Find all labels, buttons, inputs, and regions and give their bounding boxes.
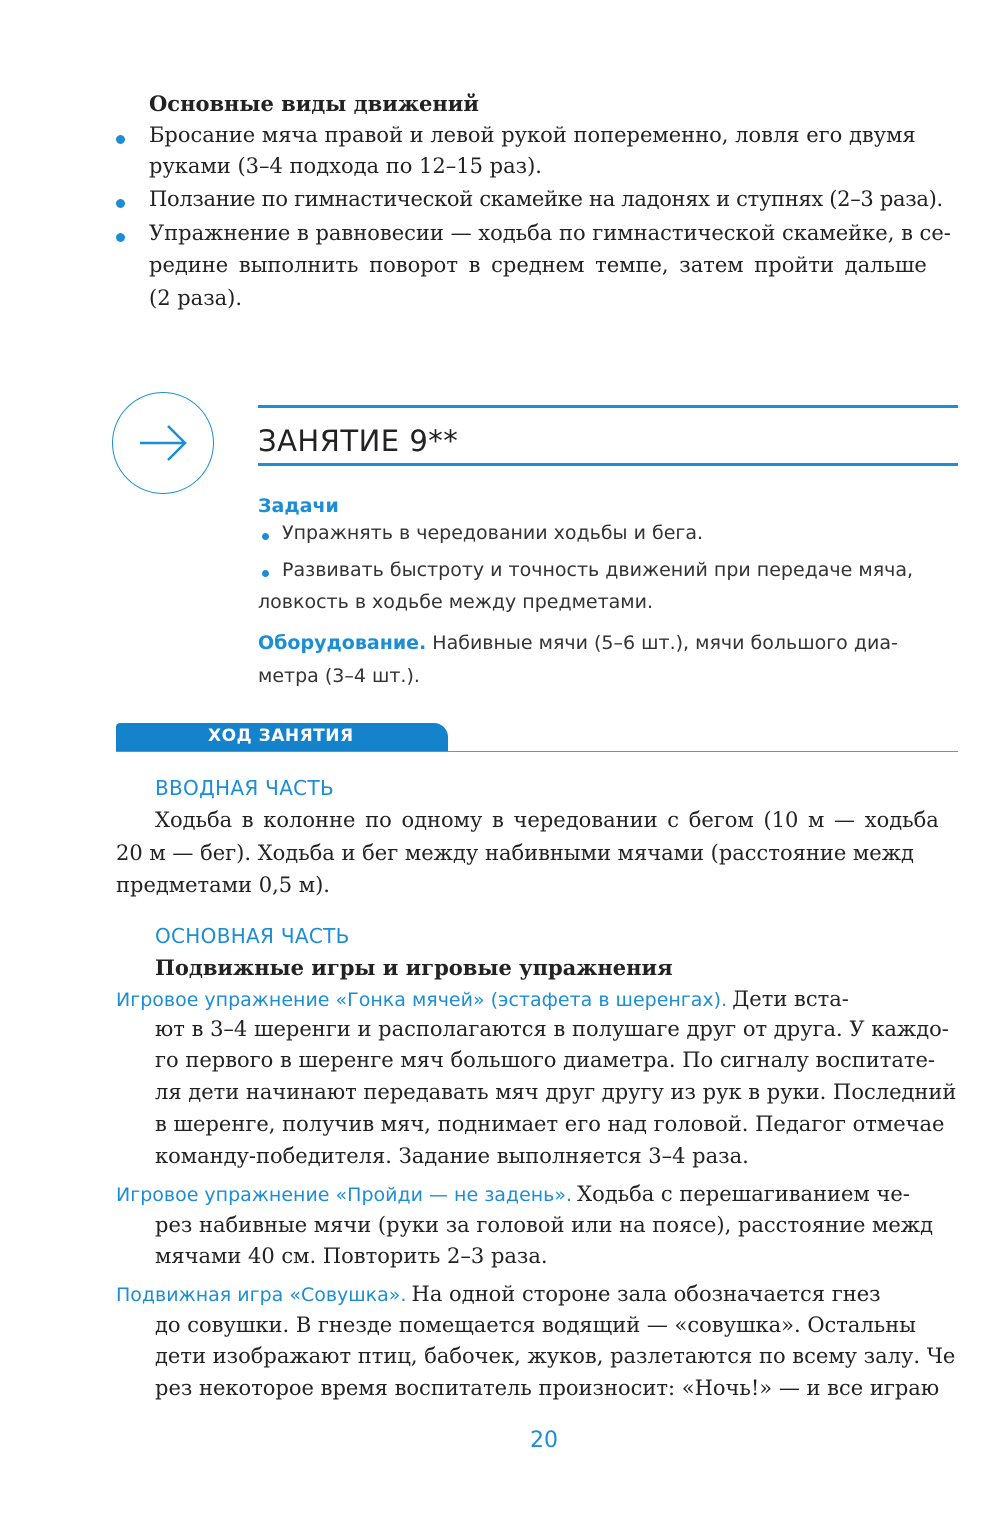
bullet-icon (116, 135, 125, 144)
exercise-title: Игровое упражнение «Пройди — не задень». (116, 1184, 573, 1206)
page-number: 20 (530, 1428, 558, 1453)
exercise-text: го первого в шеренге мяч большого диаметра. По сигналу воспитате- (155, 1048, 936, 1072)
intro-text: Ходьба в колонне по одному в чередовании с бегом (10 м — ходьба (155, 808, 939, 832)
exercise-title: Игровое упражнение «Гонка мячей» (эстафета в шеренгах). (116, 989, 728, 1011)
intro-label: ВВОДНАЯ ЧАСТЬ (155, 776, 334, 800)
bullet-icon (116, 199, 125, 208)
equipment-line (258, 632, 898, 654)
bullet-text: редине выполнить поворот в среднем темпе, затем пройти дальше (149, 253, 927, 277)
bullet-text: Упражнение в равновесии — ходьба по гимнастической скамейке, в се- (149, 221, 951, 245)
course-banner-label: ХОД ЗАНЯТИЯ (208, 726, 354, 746)
lesson-title: ЗАНЯТИЕ 9** (258, 424, 459, 458)
exercise-text: до совушки. В гнезде помещается водящий — «совушка». Остальны (155, 1313, 916, 1337)
exercise-text: На одной стороне зала обозначается гнез (411, 1282, 881, 1306)
exercise-text: ля дети начинают передавать мяч друг другу из рук в руки. Последний (155, 1080, 957, 1104)
section-heading: Основные виды движений (149, 91, 479, 116)
bullet-icon (262, 570, 269, 577)
bullet-text: Бросание мяча правой и левой рукой попеременно, ловля его двумя (149, 123, 916, 147)
exercise-text: дети изображают птиц, бабочек, жуков, разлетаются по всему залу. Че (155, 1344, 956, 1368)
bullet-text: руками (3–4 подхода по 12–15 раз). (149, 154, 542, 178)
exercise-first-line (116, 1279, 881, 1310)
exercise-text: Ходьба с перешагиванием че- (577, 1182, 910, 1206)
main-heading: Подвижные игры и игровые упражнения (155, 955, 673, 980)
arrow-circle (112, 392, 214, 494)
task-text: Развивать быстроту и точность движений при передаче мяча, (282, 559, 914, 581)
bullet-text: (2 раза). (149, 286, 243, 310)
exercise-text: команду-победителя. Задание выполняется 3–4 раза. (155, 1144, 749, 1168)
task-text: ловкость в ходьбе между предметами. (258, 591, 654, 613)
main-label: ОСНОВНАЯ ЧАСТЬ (155, 924, 350, 948)
exercise-text: Дети вста- (732, 987, 849, 1011)
exercise-text: рез набивные мячи (руки за головой или на поясе), расстояние межд (155, 1213, 934, 1237)
intro-text: 20 м — бег). Ходьба и бег между набивными мячами (расстояние межд (116, 841, 914, 865)
task-text: Упражнять в чередовании ходьбы и бега. (282, 522, 704, 544)
arrow-right-icon (113, 393, 213, 493)
equipment-label: Оборудование. (258, 632, 427, 654)
bullet-icon (262, 533, 269, 540)
intro-text: предметами 0,5 м). (116, 873, 330, 897)
divider-bottom (258, 463, 958, 466)
exercise-first-line (116, 984, 849, 1015)
banner-rule (116, 751, 958, 752)
exercise-title: Подвижная игра «Совушка». (116, 1284, 407, 1306)
exercise-text: мячами 40 см. Повторить 2–3 раза. (155, 1244, 548, 1268)
equipment-text: метра (3–4 шт.). (258, 665, 420, 687)
bullet-text: Ползание по гимнастической скамейке на ладонях и ступнях (2–3 раза). (149, 187, 943, 211)
equipment-text: Набивные мячи (5–6 шт.), мячи большого диа- (432, 632, 898, 654)
bullet-icon (116, 233, 125, 242)
exercise-text: рез некоторое время воспитатель произносит: «Ночь!» — и все играю (155, 1376, 940, 1400)
exercise-first-line (116, 1179, 910, 1210)
course-banner (116, 723, 448, 752)
exercise-text: ют в 3–4 шеренги и располагаются в полушаге друг от друга. У каждо- (155, 1017, 949, 1041)
exercise-text: в шеренге, получив мяч, поднимает его над головой. Педагог отмечае (155, 1112, 945, 1136)
tasks-label: Задачи (258, 495, 339, 517)
divider-top (258, 405, 958, 408)
